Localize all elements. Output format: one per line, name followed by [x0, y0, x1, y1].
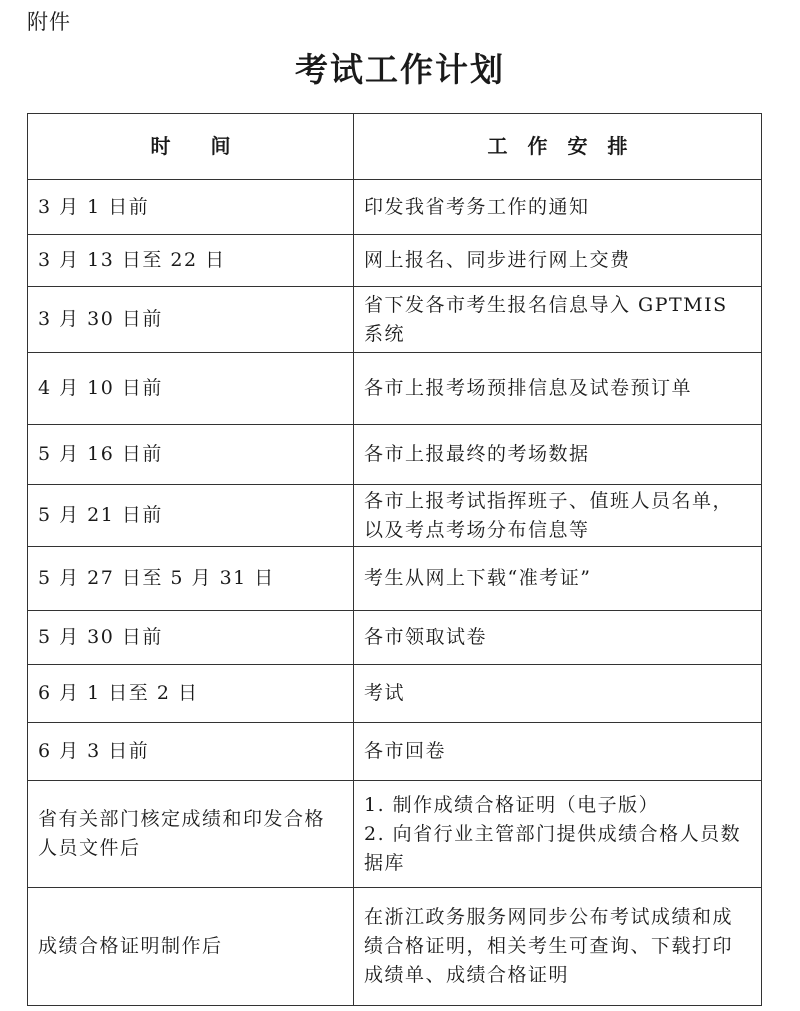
row-time: 3 月 30 日前 — [28, 287, 354, 353]
table-row — [28, 180, 762, 235]
row-time: 3 月 1 日前 — [28, 180, 354, 235]
row-task: 网上报名、同步进行网上交费 — [354, 235, 762, 287]
exam-schedule-table — [27, 113, 762, 1006]
row-task — [354, 781, 762, 888]
row-time: 成绩合格证明制作后 — [28, 888, 354, 1006]
task-line: 2. 向省行业主管部门提供成绩合格人员数据库 — [364, 822, 742, 874]
attachment-label: 附件 — [27, 10, 71, 34]
row-time: 5 月 16 日前 — [28, 425, 354, 485]
header-task: 工 作 安 排 — [354, 114, 762, 180]
row-task: 印发我省考务工作的通知 — [354, 180, 762, 235]
row-time: 6 月 1 日至 2 日 — [28, 665, 354, 723]
row-time: 5 月 27 日至 5 月 31 日 — [28, 547, 354, 611]
header-time: 时 间 — [28, 114, 354, 180]
row-task: 各市上报最终的考场数据 — [354, 425, 762, 485]
table-row — [28, 781, 762, 888]
row-time: 5 月 30 日前 — [28, 611, 354, 665]
table-row — [28, 425, 762, 485]
task-line: 1. 制作成绩合格证明（电子版） — [364, 793, 660, 816]
table-row — [28, 485, 762, 547]
row-time: 3 月 13 日至 22 日 — [28, 235, 354, 287]
table-row — [28, 287, 762, 353]
row-task: 省下发各市考生报名信息导入 GPTMIS 系统 — [354, 287, 762, 353]
row-task: 各市领取试卷 — [354, 611, 762, 665]
row-task: 各市上报考试指挥班子、值班人员名单，以及考点考场分布信息等 — [354, 485, 762, 547]
row-task: 考试 — [354, 665, 762, 723]
table-row — [28, 665, 762, 723]
row-time: 省有关部门核定成绩和印发合格人员文件后 — [28, 781, 354, 888]
row-task: 在浙江政务服务网同步公布考试成绩和成绩合格证明，相关考生可查询、下载打印成绩单、成绩合格证明 — [354, 888, 762, 1006]
table-row — [28, 235, 762, 287]
table-row — [28, 723, 762, 781]
table-header-row — [28, 114, 762, 180]
table-row — [28, 353, 762, 425]
page-title: 考试工作计划 — [295, 50, 505, 89]
row-task: 各市回卷 — [354, 723, 762, 781]
row-task: 各市上报考场预排信息及试卷预订单 — [354, 353, 762, 425]
row-time: 6 月 3 日前 — [28, 723, 354, 781]
row-time: 4 月 10 日前 — [28, 353, 354, 425]
table-row — [28, 611, 762, 665]
table-row — [28, 547, 762, 611]
table-row — [28, 888, 762, 1006]
row-time: 5 月 21 日前 — [28, 485, 354, 547]
row-task: 考生从网上下载“准考证” — [354, 547, 762, 611]
